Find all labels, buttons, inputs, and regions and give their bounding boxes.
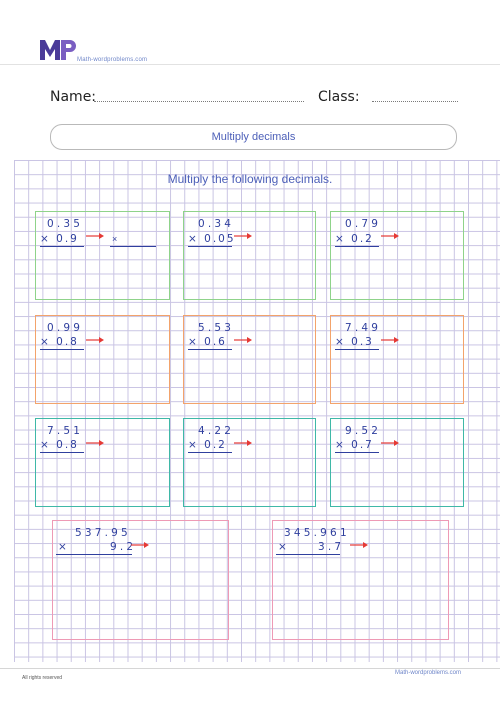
- times-sign: ×: [335, 336, 346, 348]
- multiplicand-9: 9.52: [345, 425, 382, 437]
- underline: [188, 246, 232, 247]
- multiplier-8: [188, 439, 227, 451]
- multiplier-value: 9.2: [110, 541, 137, 553]
- underline: [335, 452, 379, 453]
- multiplier-11: [278, 541, 344, 553]
- times-sign: ×: [335, 439, 346, 451]
- name-label: Name:: [50, 89, 97, 105]
- class-field[interactable]: [372, 101, 458, 102]
- multiplicand-6: 7.49: [345, 322, 382, 334]
- underline: [40, 452, 84, 453]
- multiplicand-8: 4.22: [198, 425, 235, 437]
- underline: [188, 349, 232, 350]
- multiplier-4: [40, 336, 79, 348]
- multiplier-value: 0.9: [56, 233, 79, 245]
- multiplicand-7: 7.51: [47, 425, 84, 437]
- arrow-icon: [86, 336, 104, 344]
- multiplicand-5: 5.53: [198, 322, 235, 334]
- footer-divider: [0, 668, 500, 669]
- header-divider: [0, 64, 500, 65]
- times-sign: ×: [40, 233, 51, 245]
- multiplier-1: [40, 233, 79, 245]
- instruction: Multiply the following decimals.: [167, 172, 333, 186]
- times-sign: ×: [335, 233, 346, 245]
- underline: [40, 246, 84, 247]
- multiplicand-10: 537.95: [75, 527, 131, 539]
- underline: [56, 554, 132, 555]
- multiplier-value: 0.05: [204, 233, 236, 245]
- class-label: Class:: [318, 89, 360, 105]
- multiplier-value: 0.8: [56, 336, 79, 348]
- arrow-icon: [86, 439, 104, 447]
- rights-text: All rights reserved: [22, 675, 63, 681]
- multiplier-2: [188, 233, 236, 245]
- multiplier-5: [188, 336, 227, 348]
- arrow-icon: [234, 336, 252, 344]
- site-url[interactable]: Math-wordproblems.com: [77, 57, 148, 63]
- underline: [335, 349, 379, 350]
- arrow-icon: [234, 232, 252, 240]
- times-sign: ×: [40, 336, 51, 348]
- underline: [40, 349, 84, 350]
- arrow-icon: [234, 439, 252, 447]
- times-sign: ×: [278, 541, 290, 553]
- multiplier-value: 0.7: [351, 439, 374, 451]
- times-sign: ×: [40, 439, 51, 451]
- name-field[interactable]: [94, 101, 304, 102]
- multiplicand-11: 345.961: [284, 527, 350, 539]
- underline: [188, 452, 232, 453]
- footer-site-url[interactable]: Math-wordproblems.com: [395, 670, 462, 676]
- multiplicand-3: 0.79: [345, 218, 382, 230]
- multiplier-value: 0.2: [351, 233, 374, 245]
- multiplier-10: [58, 541, 136, 553]
- underline: [335, 246, 379, 247]
- worksheet-title-text: Multiply decimals: [211, 131, 296, 143]
- multiplier-9: [335, 439, 374, 451]
- site-logo: [40, 38, 76, 60]
- times-sign: ×: [188, 439, 199, 451]
- multiplier-6: [335, 336, 374, 348]
- multiplier-value: 0.8: [56, 439, 79, 451]
- answer-times-sign: ×: [112, 234, 118, 244]
- multiplicand-4: 0.99: [47, 322, 84, 334]
- times-sign: ×: [58, 541, 70, 553]
- multiplicand-2: 0.34: [198, 218, 235, 230]
- multiplicand-1: 0.35: [47, 218, 84, 230]
- arrow-icon: [381, 336, 399, 344]
- multiplier-value: 3.7: [318, 541, 345, 553]
- multiplier-7: [40, 439, 79, 451]
- times-sign: ×: [188, 233, 199, 245]
- multiplier-value: 0.3: [351, 336, 374, 348]
- underline: [276, 554, 340, 555]
- multiplier-3: [335, 233, 374, 245]
- answer-line[interactable]: [110, 246, 156, 247]
- arrow-icon: [381, 232, 399, 240]
- multiplier-value: 0.2: [204, 439, 227, 451]
- arrow-icon: [350, 541, 368, 549]
- arrow-icon: [86, 232, 104, 240]
- times-sign: ×: [188, 336, 199, 348]
- arrow-icon: [381, 439, 399, 447]
- arrow-icon: [131, 541, 149, 549]
- worksheet-title: [50, 124, 457, 150]
- multiplier-value: 0.6: [204, 336, 227, 348]
